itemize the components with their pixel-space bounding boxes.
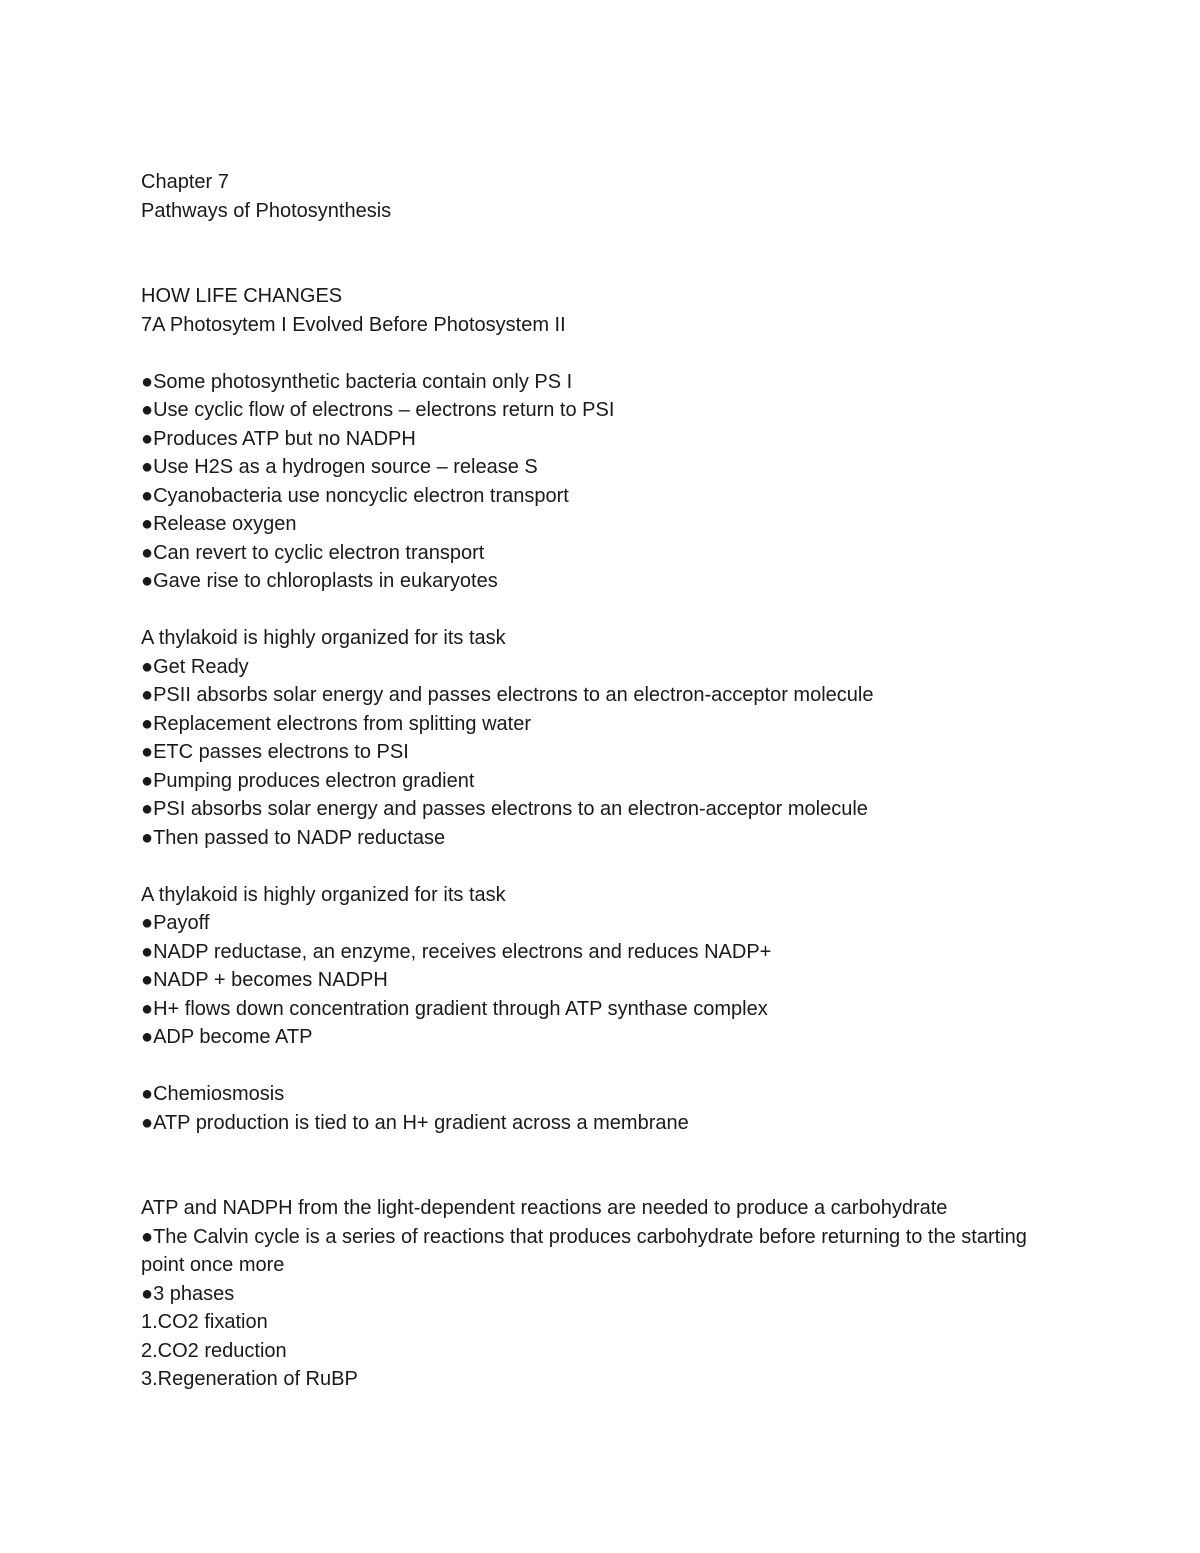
list-item: ●Chemiosmosis bbox=[141, 1083, 285, 1105]
list-item: ●Can revert to cyclic electron transport bbox=[141, 541, 485, 564]
list-item: ●Then passed to NADP reductase bbox=[141, 826, 446, 849]
list-item: ●Use H2S as a hydrogen source – release S bbox=[141, 456, 538, 478]
bullet-list-5 bbox=[141, 1223, 1041, 1394]
list-item: 3.Regeneration of RuBP bbox=[141, 1368, 358, 1390]
bullet-list-2 bbox=[141, 653, 1041, 853]
list-item: ●Release oxygen bbox=[141, 513, 297, 535]
bullet-list-3 bbox=[141, 909, 1041, 1052]
list-item: ●Get Ready bbox=[141, 655, 249, 678]
list-item: 1.CO2 fixation bbox=[141, 1311, 268, 1333]
list-item: ●Payoff bbox=[141, 912, 210, 934]
list-item: ●Cyanobacteria use noncyclic electron transport bbox=[141, 484, 569, 507]
list-item: ●NADP reductase, an enzyme, receives electrons and reduces NADP+ bbox=[141, 940, 772, 963]
chapter-label: Chapter 7 bbox=[141, 171, 229, 193]
spacer bbox=[141, 852, 1041, 881]
list-item: ●Use cyclic flow of electrons – electrons return to PSI bbox=[141, 399, 615, 421]
block-heading: ATP and NADPH from the light-dependent reactions are needed to produce a carbohydrate bbox=[141, 1197, 948, 1219]
list-item: ●3 phases bbox=[141, 1282, 235, 1305]
list-item: ●ETC passes electrons to PSI bbox=[141, 741, 409, 763]
bullet-list-1 bbox=[141, 368, 1041, 596]
bullet-list-4 bbox=[141, 1080, 1041, 1137]
section-subheading: 7A Photosytem I Evolved Before Photosystem II bbox=[141, 313, 566, 336]
list-item: 2.CO2 reduction bbox=[141, 1339, 287, 1362]
section-heading: HOW LIFE CHANGES bbox=[141, 285, 343, 307]
spacer bbox=[141, 339, 1041, 368]
list-item: ●Pumping produces electron gradient bbox=[141, 769, 475, 792]
list-item: ●H+ flows down concentration gradient through ATP synthase complex bbox=[141, 997, 768, 1020]
block-heading: A thylakoid is highly organized for its task bbox=[141, 883, 506, 906]
document-body bbox=[141, 168, 1041, 1394]
list-item: ●PSII absorbs solar energy and passes electrons to an electron-acceptor molecule bbox=[141, 684, 874, 706]
list-item: ●Replacement electrons from splitting water bbox=[141, 712, 532, 735]
document-title: Pathways of Photosynthesis bbox=[141, 199, 392, 222]
spacer bbox=[141, 225, 1041, 282]
list-item: ●Gave rise to chloroplasts in eukaryotes bbox=[141, 570, 498, 592]
list-item: ●ATP production is tied to an H+ gradient across a membrane bbox=[141, 1111, 689, 1134]
spacer bbox=[141, 1052, 1041, 1081]
list-item: ●ADP become ATP bbox=[141, 1026, 313, 1048]
list-item: ●The Calvin cycle is a series of reactions that produces carbohydrate before returning to the starting point once more bbox=[141, 1225, 1033, 1276]
spacer bbox=[141, 1137, 1041, 1194]
list-item: ●Some photosynthetic bacteria contain only PS I bbox=[141, 370, 573, 393]
list-item: ●NADP + becomes NADPH bbox=[141, 969, 388, 991]
list-item: ●Produces ATP but no NADPH bbox=[141, 427, 416, 450]
spacer bbox=[141, 596, 1041, 625]
block-heading: A thylakoid is highly organized for its task bbox=[141, 627, 506, 649]
list-item: ●PSI absorbs solar energy and passes electrons to an electron-acceptor molecule bbox=[141, 798, 868, 820]
